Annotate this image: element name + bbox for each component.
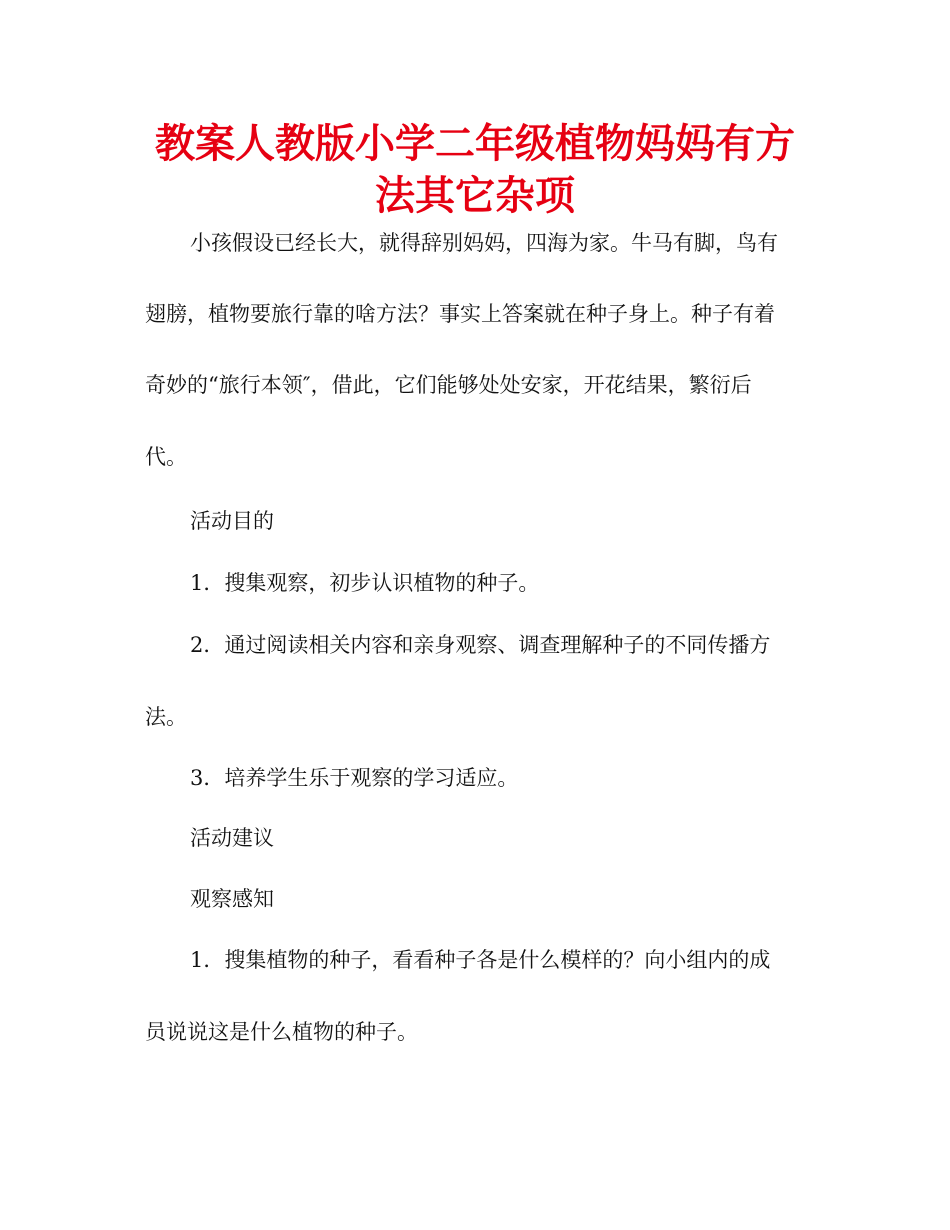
section-heading-activity-suggestions: 活动建议	[190, 826, 274, 850]
list-item-continuation: 法。	[145, 705, 187, 729]
paragraph-line: 代。	[145, 445, 187, 469]
section-heading-activity-goals: 活动目的	[190, 509, 274, 533]
paragraph-line: 小孩假设已经长大，就得辞别妈妈，四海为家。牛马有脚，鸟有	[190, 231, 778, 255]
list-item-continuation: 员说说这是什么植物的种子。	[145, 1020, 418, 1044]
list-item: 2．通过阅读相关内容和亲身观察、调查理解种子的不同传播方	[190, 633, 771, 657]
paragraph-line: 奇妙的“旅行本领″，借此，它们能够处处安家，开花结果，繁衍后	[145, 373, 752, 397]
paragraph-line: 翅膀，植物要旅行靠的啥方法？事实上答案就在种子身上。种子有着	[145, 302, 775, 326]
list-item: 1．搜集植物的种子，看看种子各是什么模样的？向小组内的成	[190, 948, 771, 972]
subsection-heading-observation: 观察感知	[190, 887, 274, 911]
document-title: 教案人教版小学二年级植物妈妈有方法其它杂项	[155, 121, 795, 219]
list-item: 1．搜集观察，初步认识植物的种子。	[190, 571, 540, 595]
list-item: 3．培养学生乐于观察的学习适应。	[190, 766, 519, 790]
